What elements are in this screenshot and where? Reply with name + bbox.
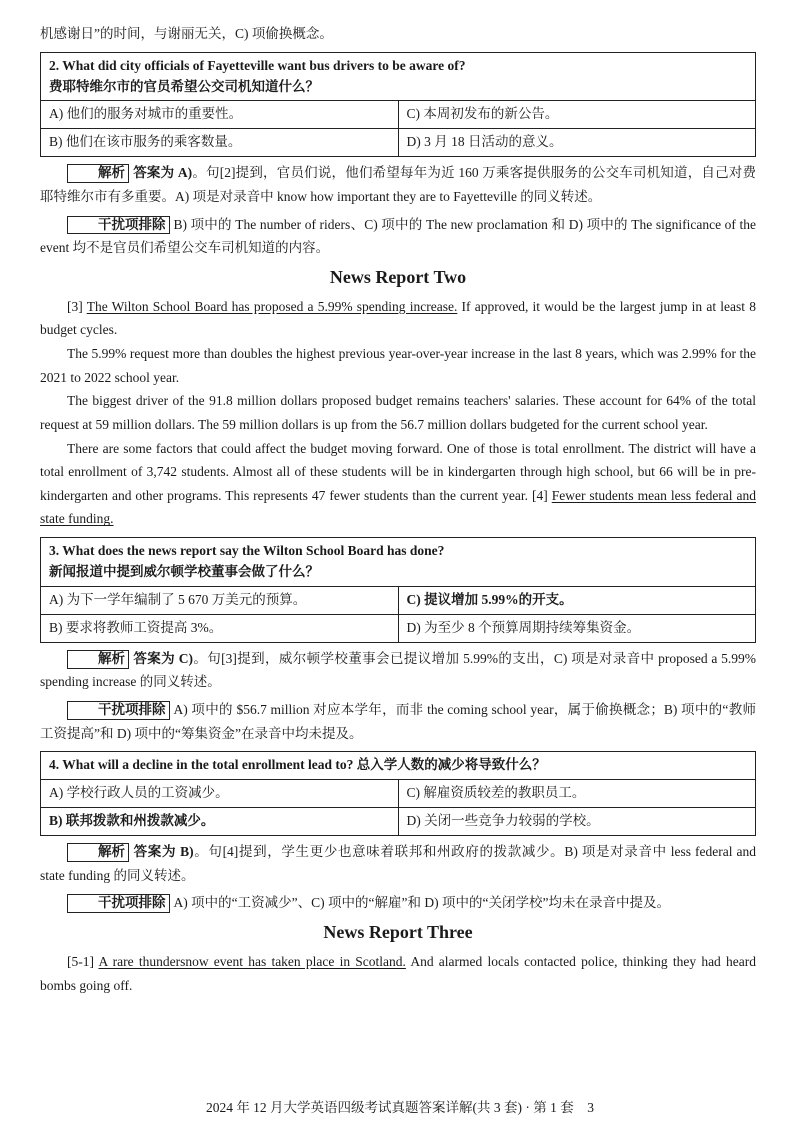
distractor-tag: 干扰项排除: [67, 216, 170, 235]
question-4-analysis: [40, 840, 756, 887]
analysis-text: 。句[2]提到，官员们说，他们希望每年为近 160 万乘客提供服务的公交车司机知道，自己对费耶特维尔市有多重要。A) 项是对录音中 know how important they are to Fayetteville 的同义转述。: [40, 165, 756, 204]
question-2-stem-en: 2. What did city officials of Fayetteville want bus drivers to be aware of?: [49, 57, 466, 73]
question-4-table: [40, 751, 756, 836]
question-3-analysis: [40, 647, 756, 694]
sentence-marker: [4]: [531, 487, 548, 503]
analysis-text: 。句[3]提到，威尔顿学校董事会已提议增加 5.99%的支出，C) 项是对录音中 proposed a 5.99% spending increase 的同义转述。: [40, 650, 756, 690]
question-3-stem-en: 3. What does the news report say the Wilton School Board has done?: [49, 543, 445, 559]
analysis-tag: 解析: [67, 650, 129, 669]
analysis-tag: 解析: [67, 164, 129, 183]
paragraph-text: And alarmed locals contacted police, thinking they had heard bombs going off.: [40, 953, 756, 993]
question-2-stem: [41, 52, 756, 101]
question-2-distractors: [40, 213, 756, 260]
distractor-tag: 干扰项排除: [67, 701, 170, 720]
top-line: 机感谢日”的时间，与谢丽无关，C) 项偷换概念。: [40, 26, 333, 41]
section-title-report-two: News Report Two: [329, 266, 467, 287]
question-4-stem: 4. What will a decline in the total enrollment lead to? 总入学人数的减少将导致什么？: [41, 752, 756, 780]
answer-text: 答案为 C): [133, 650, 194, 666]
report-two-paragraph-1: [40, 295, 756, 342]
distractor-text: A) 项中的 $56.7 million 对应本学年，而非 the coming school year，属于偷换概念；B) 项中的“教师工资提高”和 D) 项中的“筹集资金”在录音中均未提及。: [40, 702, 756, 741]
report-two-paragraph-2: The 5.99% request more than doubles the highest previous year-over-year increase in the last 8 years, which was 2.99% for the 2021 to 2022 school year.: [40, 346, 756, 385]
question-2-option-c: C) 本周初发布的新公告。: [398, 101, 756, 129]
underlined-sentence: Fewer students mean less federal and state funding.: [40, 487, 757, 527]
question-3-option-c: C) 提议增加 5.99%的开支。: [398, 586, 756, 614]
distractor-tag: 干扰项排除: [67, 894, 170, 913]
answer-text: 答案为 A): [133, 165, 193, 181]
underlined-sentence: A rare thundersnow event has taken place in Scotland.: [98, 953, 406, 969]
question-2-option-d: D) 3 月 18 日活动的意义。: [398, 129, 756, 157]
question-4-option-d: D) 关闭一些竞争力较弱的学校。: [398, 808, 756, 836]
question-3-option-a: A) 为下一学年编制了 5 670 万美元的预算。: [41, 586, 399, 614]
question-3-option-b: B) 要求将教师工资提高 3%。: [41, 614, 399, 642]
report-two-paragraph-3: The biggest driver of the 91.8 million dollars proposed budget remains teachers' salaries. These account for 64% of the total request at 59 million dollars. The 59 million dollars is up from the 56.7 million dollars budgeted for the current school year.: [40, 393, 756, 432]
page-footer: 2024 年 12 月大学英语四级考试真题答案详解(共 3 套) · 第 1 套 3: [205, 1100, 595, 1115]
question-3-stem: [41, 538, 756, 587]
question-4-option-a: A) 学校行政人员的工资减少。: [41, 780, 399, 808]
analysis-tag: 解析: [67, 843, 129, 862]
question-4-option-b: B) 联邦拨款和州拨款减少。: [41, 808, 399, 836]
question-3-distractors: [40, 698, 756, 745]
underlined-sentence: The Wilton School Board has proposed a 5.99% spending increase.: [86, 298, 458, 314]
answer-text: 答案为 B): [133, 844, 194, 860]
question-2-option-a: A) 他们的服务对城市的重要性。: [41, 101, 399, 129]
sentence-marker: [3]: [67, 298, 83, 314]
question-2-analysis: [40, 161, 756, 208]
paragraph-text: There are some factors that could affect the budget moving forward. One of those is total enrollment. The district will have a total enrollment of 3,742 students. Almost all of these students will be in kindergarten through high school, but 66 will be in pre-kindergarten and other programs. This represents 47 fewer students than the current year.: [40, 440, 756, 503]
question-2-option-b: B) 他们在该市服务的乘客数量。: [41, 129, 399, 157]
section-title-report-three: News Report Three: [323, 921, 473, 942]
question-3-option-d: D) 为至少 8 个预算周期持续筹集资金。: [398, 614, 756, 642]
sentence-marker: [5-1]: [67, 953, 94, 969]
distractor-text: B) 项中的 The number of riders、C) 项中的 The new proclamation 和 D) 项中的 The significance of the event 均不是官员们希望公交车司机知道的内容。: [40, 216, 756, 256]
question-4-option-c: C) 解雇资质较差的教职员工。: [398, 780, 756, 808]
question-3-stem-cn: 新闻报道中提到威尔顿学校董事会做了什么？: [49, 563, 319, 579]
analysis-text: 。句[4]提到，学生更少也意味着联邦和州政府的拨款减少。B) 项是对录音中 less federal and state funding 的同义转述。: [40, 844, 757, 883]
question-4-distractors: [40, 891, 756, 915]
report-two-paragraph-4: [40, 437, 756, 532]
question-3-table: [40, 537, 756, 643]
paragraph-text: If approved, it would be the largest jump in at least 8 budget cycles.: [40, 298, 756, 338]
report-three-paragraph-1: [40, 950, 756, 997]
question-2-stem-cn: 费耶特维尔市的官员希望公交司机知道什么？: [49, 78, 319, 94]
distractor-text: A) 项中的“工资减少”、C) 项中的“解雇”和 D) 项中的“关闭学校”均未在录音中提及。: [173, 895, 670, 911]
question-2-table: [40, 52, 756, 158]
